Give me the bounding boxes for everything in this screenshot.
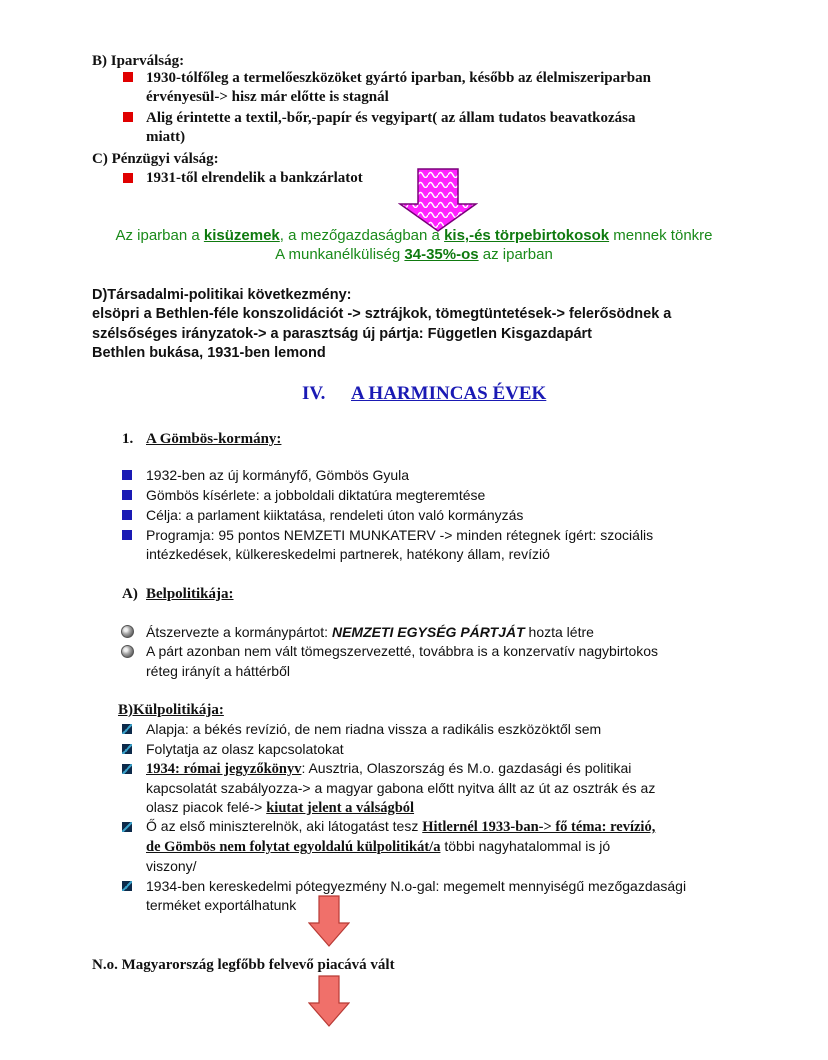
green-summary-line-1: Az iparban a kisüzemek, a mezőgazdaságban a kis,-és törpebirtokosok mennek tönkre	[115, 227, 713, 244]
disc-icon	[121, 645, 134, 658]
kulpolitika-item-4-line-2: de Gömbös nem folytat egyoldalú külpolitikát/a többi nagyhatalommal is jó	[146, 838, 611, 855]
kulpolitika-item-5-line-2: terméket exportálhatunk	[146, 897, 297, 913]
blue-square-icon	[122, 530, 132, 540]
belpolitika-item-1: Átszervezte a kormánypártot: NEMZETI EGYSÉG PÁRTJÁT hozta létre	[146, 624, 594, 640]
section-b-item-1-line-2: érvényesül-> hisz már előtte is stagnál	[146, 89, 389, 105]
section-b-heading: B) Iparválság:	[92, 53, 185, 69]
red-square-icon	[123, 173, 133, 183]
section-b-item-2-line-1: Alig érintette a textil,-bőr,-papír és vegyipart( az állam tudatos beavatkozása	[146, 110, 636, 126]
blue-square-icon	[122, 510, 132, 520]
disc-icon	[121, 625, 134, 638]
gombos-item-4-line-1: Programja: 95 pontos NEMZETI MUNKATERV -> minden rétegnek ígért: szociális	[146, 527, 654, 543]
belpolitika-item-2-line-2: réteg irányít a háttérből	[146, 663, 290, 679]
green-summary-line-2: A munkanélküliség 34-35%-os az iparban	[275, 246, 553, 263]
blue-square-icon	[122, 490, 132, 500]
kulpolitika-item-3-line-1: 1934: római jegyzőkönyv: Ausztria, Olaszország és M.o. gazdasági és politikai	[146, 760, 632, 777]
gombos-item-4-line-2: intézkedések, külkereskedelmi partnerek, hatékony állam, revízió	[146, 546, 550, 562]
chapter-title: A HARMINCAS ÉVEK	[351, 383, 547, 404]
section-b-item-1-line-1: 1930-tólfőleg a termelőeszközöket gyártó iparban, később az élelmiszeriparban	[146, 70, 651, 86]
dark-square-icon	[122, 744, 132, 754]
gombos-item-3: Célja: a parlament kiiktatása, rendeleti úton való kormányzás	[146, 507, 524, 523]
red-square-icon	[123, 72, 133, 82]
belpolitika-prefix: A)	[122, 586, 138, 602]
dark-square-icon	[122, 881, 132, 891]
kulpolitika-item-4-line-1: Ő az első miniszterelnök, aki látogatást tesz Hitlernél 1933-ban-> fő téma: revízió,	[146, 818, 656, 835]
down-arrow-icon	[398, 168, 478, 232]
gombos-item-2: Gömbös kísérlete: a jobboldali diktatúra megteremtése	[146, 487, 486, 503]
dark-square-icon	[122, 764, 132, 774]
belpolitika-heading: Belpolitikája:	[146, 586, 234, 602]
section-d-heading: D)Társadalmi-politikai következmény:	[92, 287, 352, 303]
red-square-icon	[123, 112, 133, 122]
subsection-title: A Gömbös-kormány:	[146, 431, 282, 447]
chapter-number: IV.	[302, 383, 326, 404]
section-d-line-1: elsöpri a Bethlen-féle konszolidációt -> sztrájkok, tömegtüntetések-> felerősödnek a	[92, 306, 672, 322]
kulpolitika-item-2: Folytatja az olasz kapcsolatokat	[146, 741, 344, 757]
conclusion: N.o. Magyarország legfőbb felvevő piacává vált	[92, 957, 395, 973]
down-arrow-icon	[308, 895, 350, 947]
section-c-item: 1931-től elrendelik a bankzárlatot	[146, 170, 363, 186]
kulpolitika-item-4-line-3: viszony/	[146, 858, 197, 874]
kulpolitika-heading: B)Külpolitikája:	[118, 702, 224, 718]
kulpolitika-item-3-line-2: kapcsolatát szabályozza-> a magyar gabona előtt nyitva állt az út az osztrák és az	[146, 780, 656, 796]
dark-square-icon	[122, 724, 132, 734]
subsection-number: 1.	[122, 431, 134, 447]
section-b-item-2-line-2: miatt)	[146, 129, 186, 145]
belpolitika-item-2-line-1: A párt azonban nem vált tömegszervezetté, továbbra is a konzervatív nagybirtokos	[146, 643, 659, 659]
section-d-line-3: Bethlen bukása, 1931-ben lemond	[92, 345, 326, 361]
gombos-item-1: 1932-ben az új kormányfő, Gömbös Gyula	[146, 467, 410, 483]
dark-square-icon	[122, 822, 132, 832]
kulpolitika-item-3-line-3: olasz piacok felé-> kiutat jelent a válságból	[146, 799, 415, 816]
blue-square-icon	[122, 470, 132, 480]
section-d-line-2: szélsőséges irányzatok-> a parasztság új pártja: Független Kisgazdapárt	[92, 326, 593, 342]
kulpolitika-item-5-line-1: 1934-ben kereskedelmi pótegyezmény N.o-gal: megemelt mennyiségű mezőgazdasági	[146, 878, 687, 894]
section-c-heading: C) Pénzügyi válság:	[92, 151, 219, 167]
down-arrow-icon	[308, 975, 350, 1027]
kulpolitika-item-1: Alapja: a békés revízió, de nem riadna vissza a radikális eszközöktől sem	[146, 721, 602, 737]
